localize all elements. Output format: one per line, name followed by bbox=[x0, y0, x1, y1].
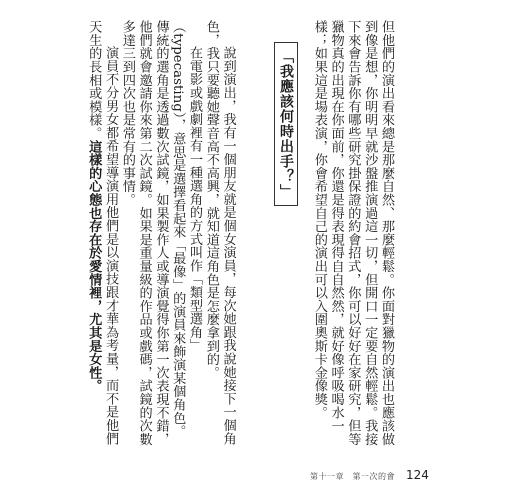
paragraph-4-text: 演員不分男女都希望導演用他們是以演技跟才華為考量，而不是他們天生的長相或模樣。 bbox=[86, 20, 119, 446]
section-spacer bbox=[236, 20, 253, 448]
paragraph-3: 在電影或戲劇裡有一種選角的方式叫作「類型選角」（typecasting），意思是選擇看起來「最像」的演員來飾演某個角色。傳統的選角是透過數次試鏡，如果製作人或導演覺得你第一次表現不錯，他們就會邀請你來第二次試鏡。如果是重量級的作品或戲碼，試鏡的次數多達三到四次也是常有的事情。 bbox=[119, 20, 203, 446]
body-text bbox=[84, 20, 394, 448]
section-heading: 「我應該何時出手？」 bbox=[274, 42, 298, 206]
paragraph-4 bbox=[84, 20, 118, 448]
paragraph-1: 但他們的演出看來總是那麼自然、那麼輕鬆。你面對獵物的演出也應該做到像是想，你明明早就沙盤推演過這一切，但開口一定要自然輕鬆。我接下來會告訴你有哪些研究掛保證的約會招式，你可以好好在家研究，但等獵物真的出現在你面前，你還是得表現得自自然然，就好像呼吸喝水一樣；如果這是場表演，你會希望自己的演出可以入圍奧斯卡金像獎。 bbox=[311, 20, 394, 446]
page-number: 124 bbox=[406, 468, 429, 482]
chapter-title: 第十一章 第一次的會 bbox=[310, 472, 395, 481]
paragraph-2: 說到演出，我有一個朋友就是個女演員，每次她跟我說她接下一個角色，我只要聽她聲音高不高興，就知道這角色是怎麼拿到的。 bbox=[203, 20, 236, 446]
paragraph-4-emphasis: 這樣的心態也存在於愛情裡，尤其是女性。 bbox=[86, 139, 102, 393]
page-footer bbox=[306, 468, 466, 484]
